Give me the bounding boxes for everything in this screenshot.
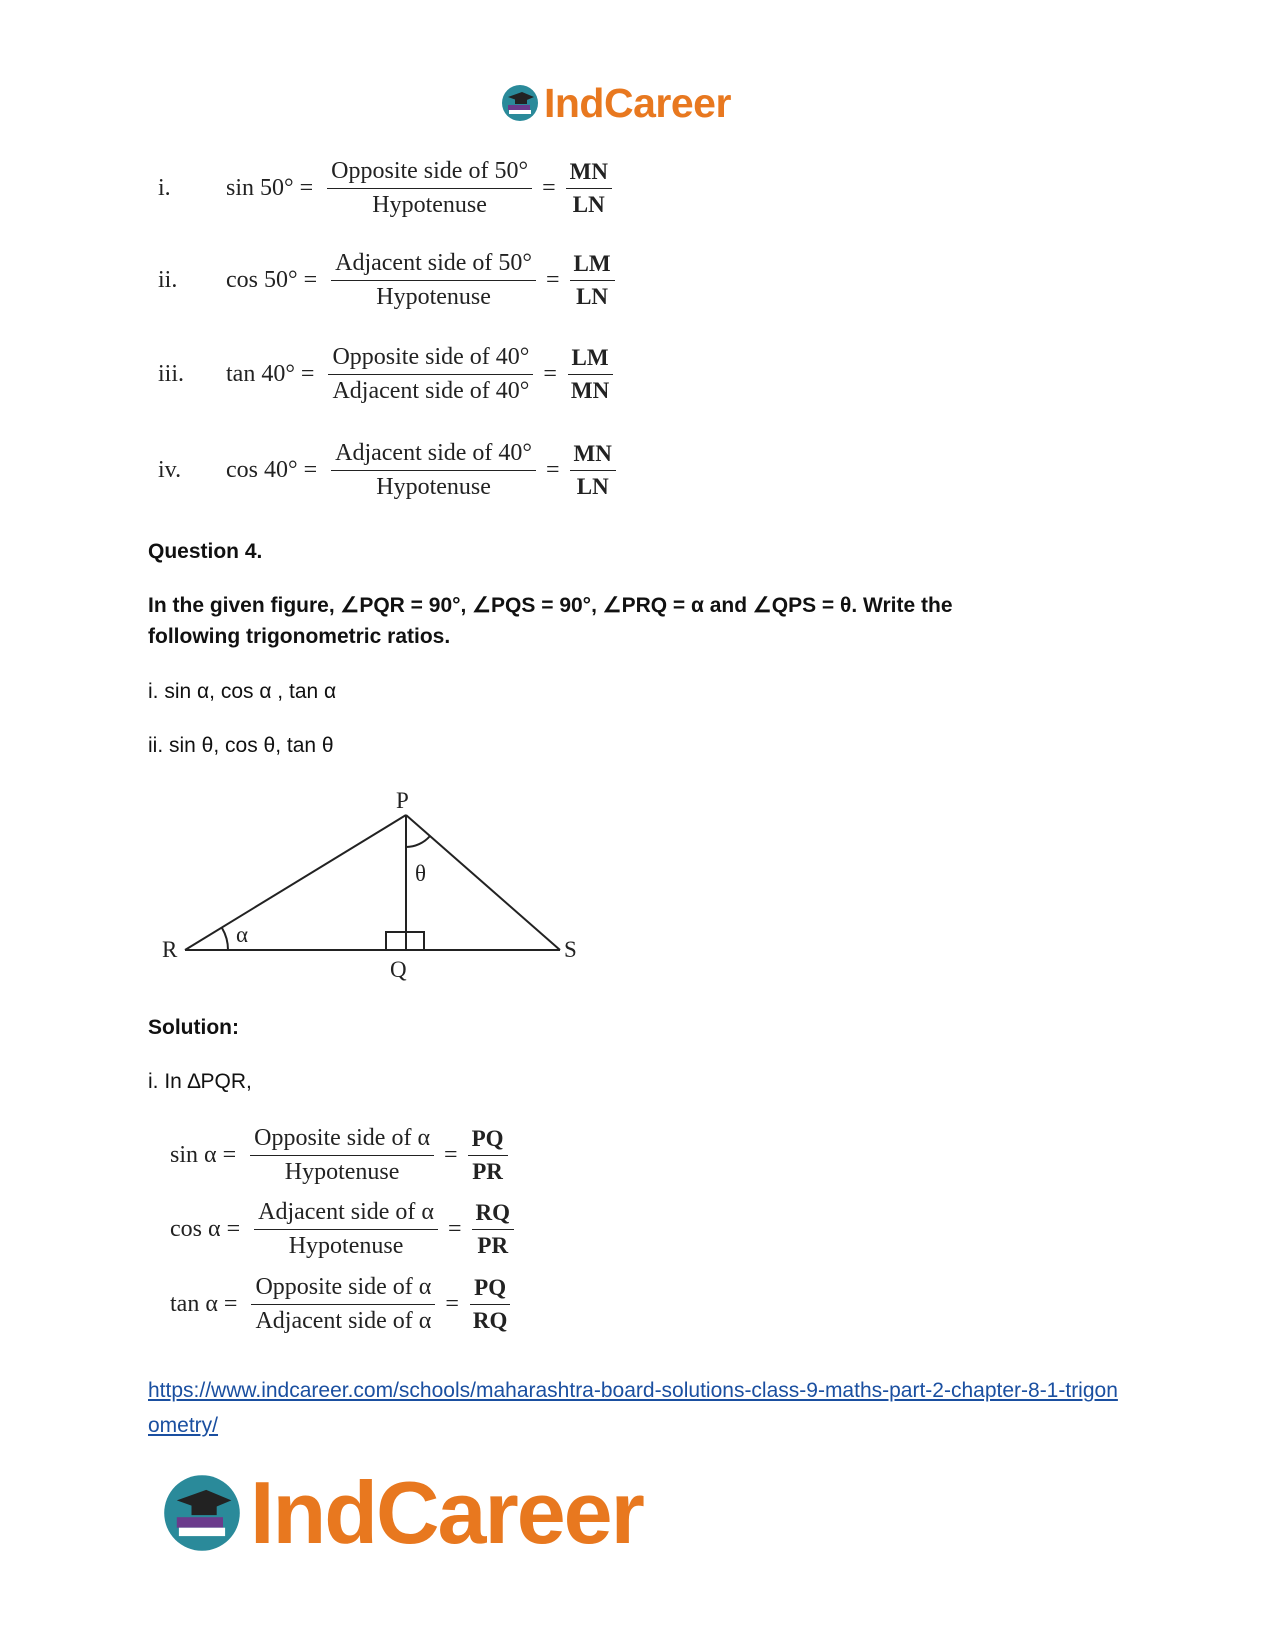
- equation-number: iv.: [158, 457, 182, 483]
- result-fraction: [570, 441, 616, 500]
- equation-number: i.: [158, 175, 171, 201]
- result-numerator: MN: [570, 441, 616, 471]
- result-fraction: [468, 1126, 508, 1185]
- result-numerator: MN: [566, 159, 612, 189]
- fraction-denominator: Hypotenuse: [376, 474, 491, 500]
- equals-sign: =: [542, 175, 556, 201]
- question-part-1: i. sin α, cos α , tan α: [148, 680, 337, 703]
- ratio-fraction: [328, 344, 533, 405]
- fraction-numerator: Opposite side of 50°: [327, 158, 532, 189]
- fraction-denominator: Adjacent side of α: [255, 1308, 432, 1334]
- label-p: P: [396, 788, 409, 813]
- equation-row: [158, 250, 621, 311]
- result-numerator: LM: [570, 251, 615, 281]
- result-fraction: [567, 345, 613, 404]
- result-denominator: LN: [576, 284, 609, 309]
- result-denominator: LN: [576, 474, 609, 499]
- result-fraction: [566, 159, 612, 218]
- ratio-fraction: [251, 1274, 435, 1335]
- fraction-numerator: Adjacent side of 40°: [331, 440, 536, 471]
- fraction-denominator: Hypotenuse: [372, 192, 487, 218]
- solution-equation-row: [170, 1199, 520, 1260]
- solution-equation-row: [170, 1125, 514, 1186]
- equation-number: iii.: [158, 361, 185, 387]
- fraction-numerator: Opposite side of α: [251, 1274, 435, 1305]
- ratio-fraction: [250, 1125, 434, 1186]
- alpha-arc: [222, 928, 228, 950]
- side-ps: [406, 815, 560, 950]
- equation-lhs: tan α =: [170, 1291, 238, 1317]
- result-numerator: RQ: [472, 1200, 515, 1230]
- logo-emblem-icon: [160, 1471, 244, 1555]
- result-denominator: LN: [572, 192, 605, 217]
- equation-number: ii.: [158, 267, 178, 293]
- theta-arc: [406, 836, 430, 847]
- equals-sign: =: [447, 1216, 462, 1242]
- result-numerator: LM: [568, 345, 613, 375]
- ratio-fraction: [254, 1199, 438, 1260]
- equation-lhs: cos α =: [170, 1216, 241, 1242]
- fraction-denominator: Hypotenuse: [376, 284, 491, 310]
- ratio-fraction: [331, 250, 536, 311]
- label-alpha: α: [236, 922, 249, 947]
- label-theta: θ: [415, 861, 427, 886]
- solution-intro: i. In ∆PQR,: [148, 1070, 252, 1093]
- equation-lhs: cos 40° =: [226, 457, 318, 483]
- source-link[interactable]: https://www.indcareer.com/schools/maharashtra-board-solutions-class-9-maths-part-2-chapter-8-1-trigonometry/: [148, 1379, 1118, 1437]
- equals-sign: =: [543, 361, 557, 387]
- result-denominator: MN: [570, 378, 610, 403]
- side-rp: [185, 815, 406, 950]
- solution-heading: Solution:: [148, 1016, 239, 1039]
- fraction-denominator: Adjacent side of 40°: [332, 378, 530, 404]
- label-q: Q: [390, 957, 407, 982]
- question-heading: Question 4.: [148, 540, 263, 563]
- result-denominator: PR: [472, 1159, 503, 1184]
- equation-lhs: sin 50° =: [226, 175, 314, 201]
- fraction-numerator: Opposite side of α: [250, 1125, 434, 1156]
- result-fraction: [469, 1275, 512, 1334]
- result-denominator: PR: [477, 1233, 509, 1258]
- triangle-figure: [150, 785, 590, 985]
- fraction-numerator: Adjacent side of α: [254, 1199, 438, 1230]
- equation-lhs: tan 40° =: [226, 361, 315, 387]
- footer-logo: [160, 1465, 643, 1561]
- question-statement: In the given figure, ∠PQR = 90°, ∠PQS = 90°, ∠PRQ = α and ∠QPS = θ. Write the following trigonometric ratios.: [148, 594, 953, 648]
- fraction-denominator: Hypotenuse: [284, 1159, 400, 1185]
- equation-lhs: cos 50° =: [226, 267, 318, 293]
- label-r: R: [162, 937, 178, 962]
- question-part-2: ii. sin θ, cos θ, tan θ: [148, 734, 334, 757]
- logo-emblem-icon: [500, 83, 540, 123]
- label-s: S: [564, 937, 577, 962]
- result-fraction: [472, 1200, 515, 1259]
- ratio-fraction: [331, 440, 536, 501]
- equation-row: [158, 158, 618, 219]
- equals-sign: =: [546, 457, 560, 483]
- equals-sign: =: [444, 1142, 458, 1168]
- equation-row: [158, 344, 619, 405]
- fraction-numerator: Opposite side of 40°: [328, 344, 533, 375]
- logo-text: IndCareer: [250, 1463, 643, 1562]
- ratio-fraction: [327, 158, 532, 219]
- result-numerator: PQ: [468, 1126, 508, 1156]
- result-numerator: PQ: [470, 1275, 510, 1305]
- logo-text: IndCareer: [544, 79, 731, 126]
- equals-sign: =: [445, 1291, 459, 1317]
- equation-lhs: sin α =: [170, 1142, 237, 1168]
- result-fraction: [570, 251, 615, 310]
- fraction-numerator: Adjacent side of 50°: [331, 250, 536, 281]
- header-logo: [500, 78, 731, 128]
- equals-sign: =: [546, 267, 560, 293]
- result-denominator: RQ: [472, 1308, 508, 1333]
- fraction-denominator: Hypotenuse: [288, 1233, 404, 1259]
- solution-equation-row: [170, 1274, 517, 1335]
- equation-row: [158, 440, 622, 501]
